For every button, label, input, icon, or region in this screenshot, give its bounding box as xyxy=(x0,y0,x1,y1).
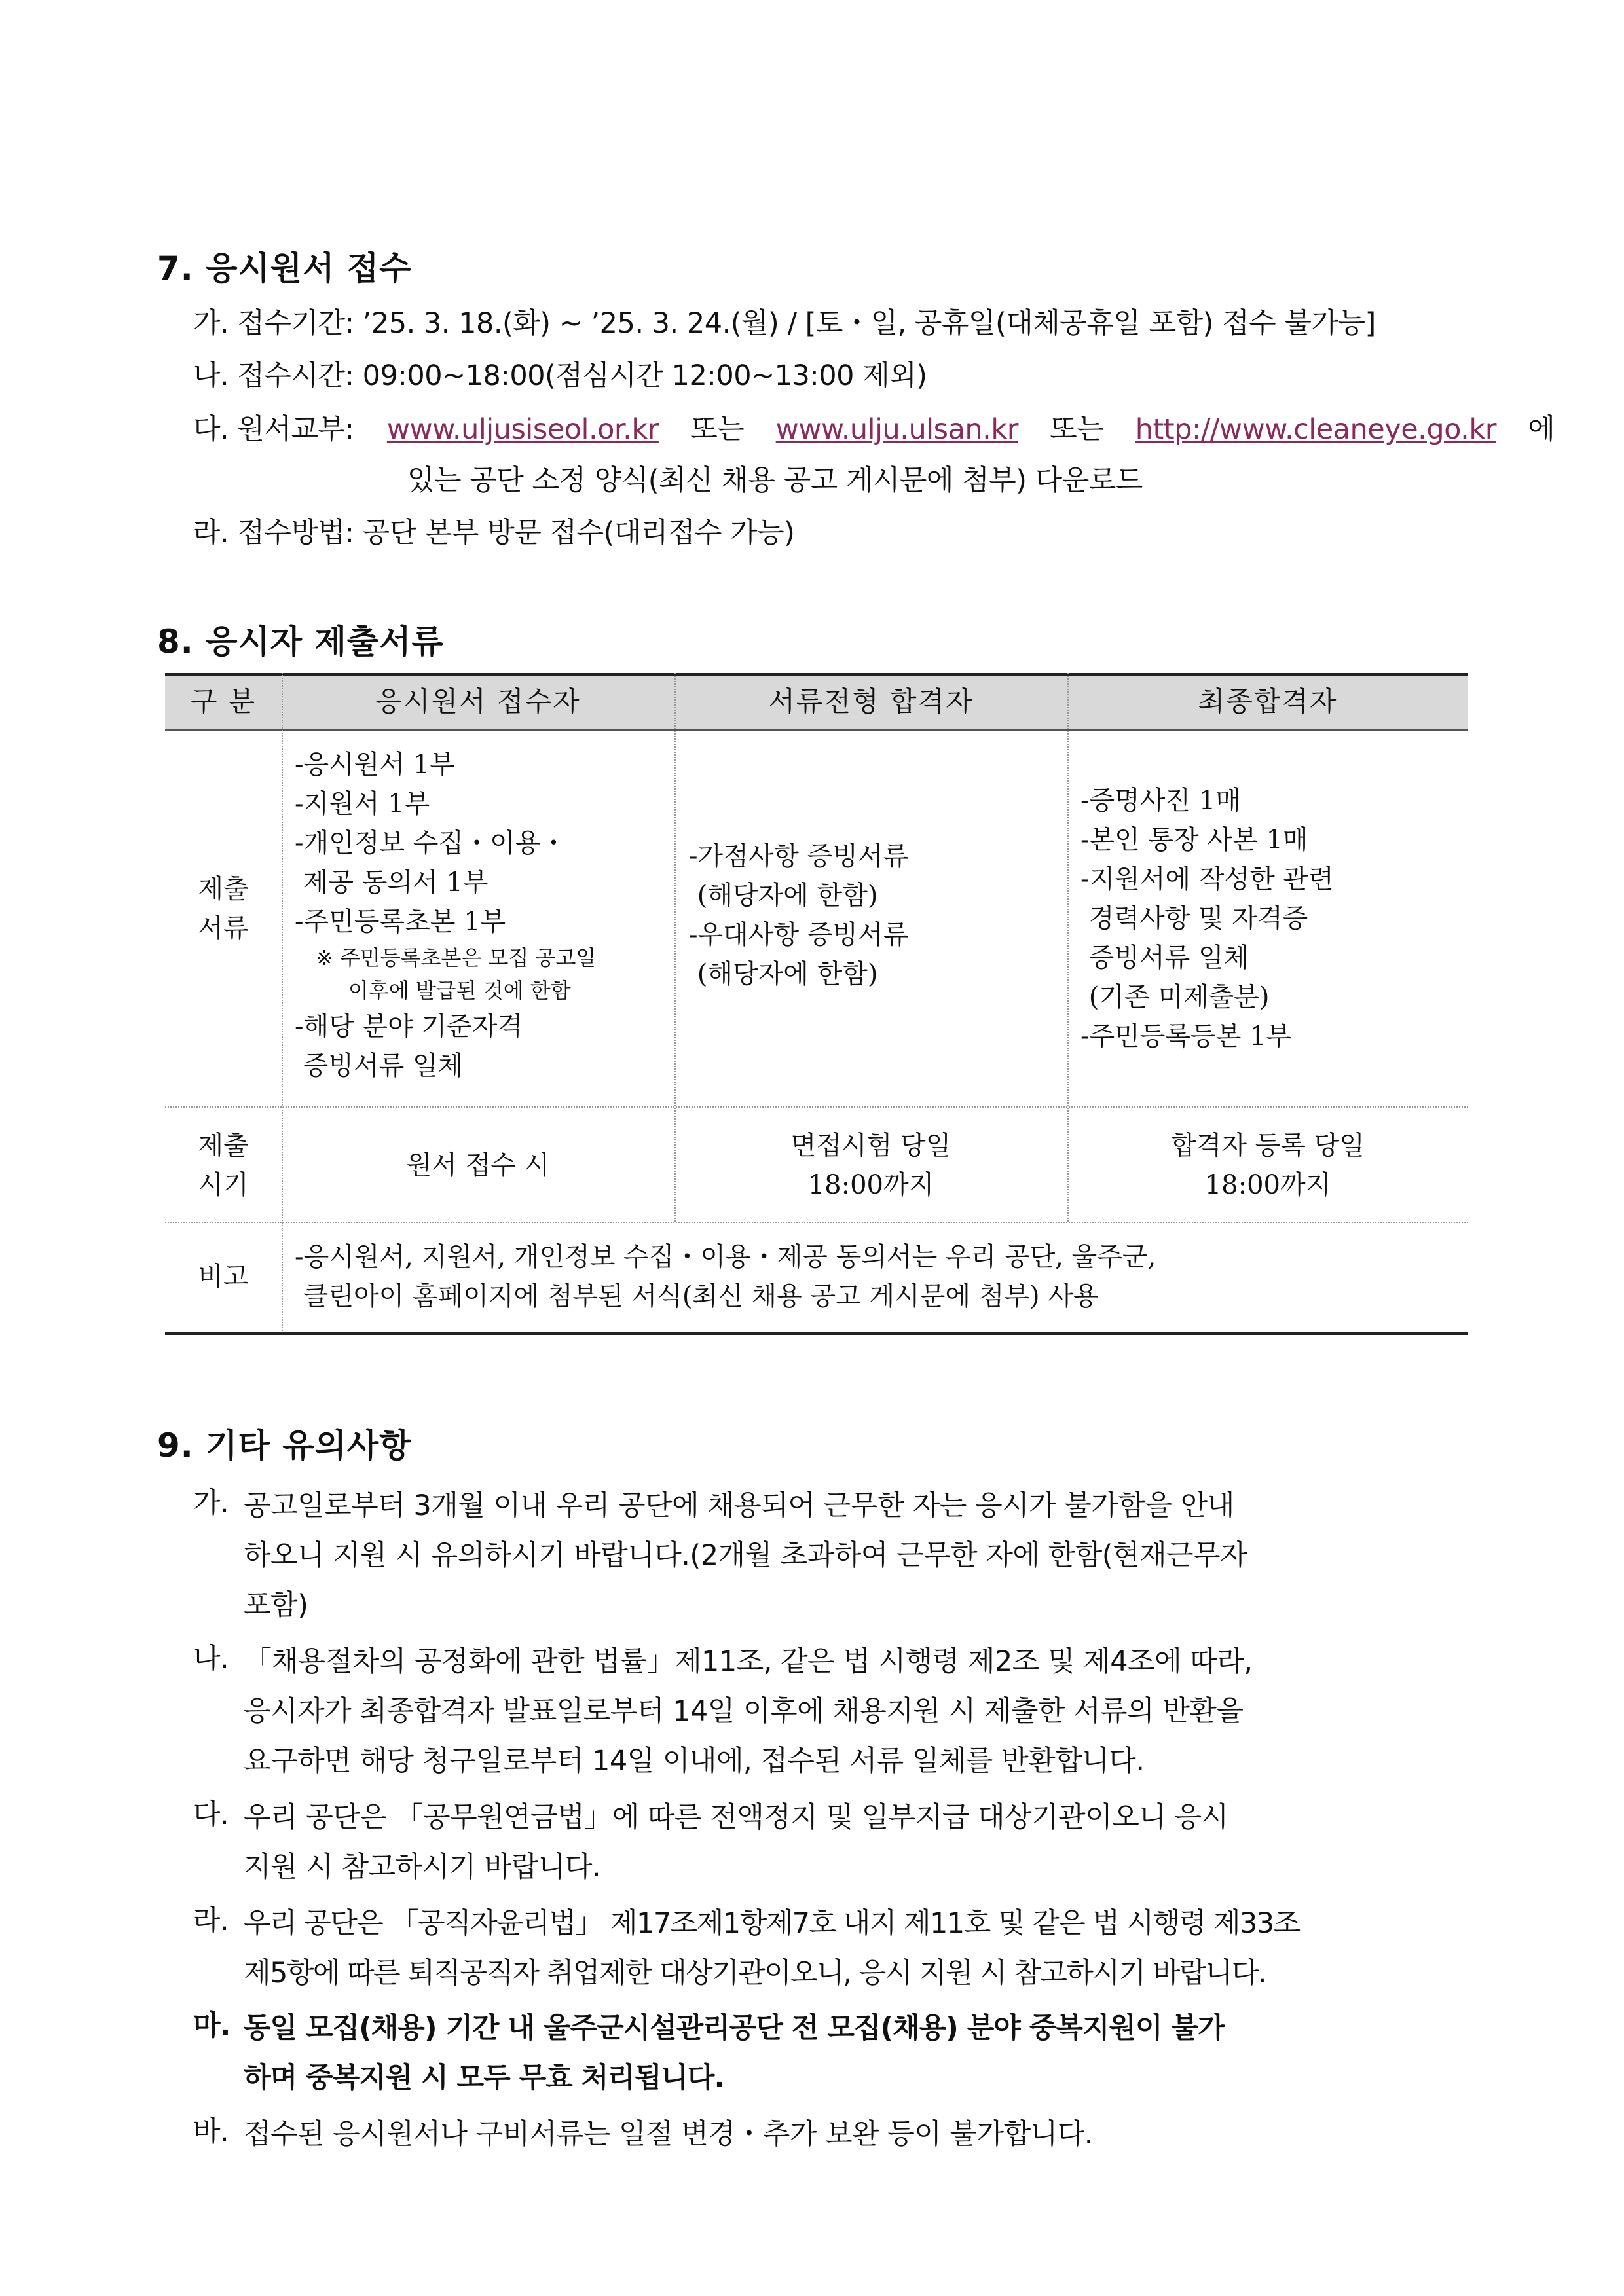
section7-item-b: 나. 접수시간: 09:00~18:00(점심시간 12:00~13:00 제외) xyxy=(193,359,927,392)
note-marker: 가. xyxy=(193,1487,229,1520)
note-line: 동일 모집(채용) 기간 내 울주군시설관리공단 전 모집(채용) 분야 중복지원이 불가 xyxy=(244,2012,1225,2045)
note-marker: 바. xyxy=(193,2115,229,2148)
timing-final-pass xyxy=(1067,1126,1468,1205)
list-item: -해당 분야 기준자격 xyxy=(295,1011,523,1042)
timing-line: 18:00까지 xyxy=(807,1170,934,1200)
note-marker: 라. xyxy=(193,1904,229,1937)
row-label-line: 제출 xyxy=(198,1131,249,1161)
note-line: 요구하면 해당 청구일로부터 14일 이내에, 접수된 서류 일체를 반환합니다. xyxy=(244,1745,1145,1777)
note-line: 지원 시 참고하시기 바랍니다. xyxy=(244,1851,601,1884)
row-label-line: 제출 xyxy=(198,874,249,904)
timing-applicants: 원서 접수 시 xyxy=(406,1150,550,1180)
note-marker: 마. xyxy=(193,2009,231,2042)
note-item-b xyxy=(193,1637,229,1677)
timing-line: 18:00까지 xyxy=(1204,1170,1331,1200)
row-label-line: 시기 xyxy=(198,1170,249,1200)
list-item: 제공 동의서 1부 xyxy=(295,867,489,898)
note-item-b-text xyxy=(244,1637,1253,1786)
note-item-c-text xyxy=(244,1793,1228,1892)
note-line: 응시자가 최종합격자 발표일로부터 14일 이후에 채용지원 시 제출한 서류의 반환을 xyxy=(244,1695,1244,1728)
section8-title: 8. 응시자 제출서류 xyxy=(157,623,444,661)
table-header-applicants: 응시원서 접수자 xyxy=(375,685,581,718)
or-text-1: 또는 xyxy=(690,413,745,446)
list-item: -응시원서 1부 xyxy=(295,750,455,780)
link-uljusiseol[interactable]: www.uljusiseol.or.kr xyxy=(386,413,659,446)
document-pass-list xyxy=(689,837,908,994)
list-item: (해당자에 한함) xyxy=(689,959,878,989)
note-line: 접수된 응시원서나 구비서류는 일절 변경・추가 보완 등이 불가합니다. xyxy=(244,2118,1093,2151)
note-line: 하오니 지원 시 유의하시기 바랍니다.(2개월 초과하여 근무한 자에 한함(현재근무자 xyxy=(244,1539,1247,1572)
table-header-category: 구 분 xyxy=(190,685,257,718)
note-line: 우리 공단은 「공직자윤리법」 제17조제1항제7호 내지 제11호 및 같은 법 시행령 제33조 xyxy=(244,1907,1300,1940)
note-item-a-text xyxy=(244,1481,1247,1630)
timing-line: 합격자 등록 당일 xyxy=(1171,1131,1365,1161)
list-item: (기존 미제출분) xyxy=(1080,982,1270,1012)
note-line: 「채용절차의 공정화에 관한 법률」제11조, 같은 법 시행령 제2조 및 제4조에 따라, xyxy=(244,1645,1253,1678)
table-row-divider xyxy=(165,1222,1468,1223)
note-marker: 나. xyxy=(193,1643,229,1675)
timing-document-pass xyxy=(674,1126,1067,1205)
section7-item-c xyxy=(193,407,1555,447)
note-text: ※ 주민등록초본은 모집 공고일 xyxy=(316,945,597,970)
section7-item-c-label: 다. 원서교부: xyxy=(193,413,354,446)
remarks-text xyxy=(295,1237,1156,1316)
row-label-timing xyxy=(165,1126,282,1205)
row-label-line: 서류 xyxy=(198,913,249,943)
list-item: -가점사항 증빙서류 xyxy=(689,841,909,871)
list-item: -본인 통장 사본 1매 xyxy=(1080,825,1308,855)
table-header-final-pass: 최종합격자 xyxy=(1198,685,1338,718)
list-item: 증빙서류 일체 xyxy=(1080,943,1249,973)
row-label-remarks: 비고 xyxy=(198,1262,249,1292)
note-item-e xyxy=(193,2003,231,2043)
list-item: -증명사진 1매 xyxy=(1080,786,1241,816)
list-item: (해당자에 한함) xyxy=(689,881,878,911)
remarks-line: -응시원서, 지원서, 개인정보 수집・이용・제공 동의서는 우리 공단, 울주군, xyxy=(295,1242,1156,1272)
link-suffix: 에 xyxy=(1528,413,1555,446)
table-header-document-pass: 서류전형 합격자 xyxy=(768,685,974,718)
note-item-c xyxy=(193,1793,229,1832)
section7-item-d: 라. 접수방법: 공단 본부 방문 접수(대리접수 가능) xyxy=(193,517,795,549)
link-cleaneye[interactable]: http://www.cleaneye.go.kr xyxy=(1135,413,1496,446)
applicant-documents-list xyxy=(295,745,596,1085)
list-item: -개인정보 수집・이용・ xyxy=(295,828,567,858)
table-bottom-border xyxy=(165,1332,1468,1335)
list-item: 경력사항 및 자격증 xyxy=(1080,903,1308,934)
table-row-divider xyxy=(165,1106,1468,1108)
row-label-documents xyxy=(165,869,282,948)
list-item: -지원서에 작성한 관련 xyxy=(1080,864,1334,894)
note-item-a xyxy=(193,1481,229,1521)
note-item-e-text xyxy=(244,2003,1225,2103)
note-line: 하며 중복지원 시 모두 무효 처리됩니다. xyxy=(244,2062,724,2094)
list-item: -주민등록등본 1부 xyxy=(1080,1021,1292,1051)
section7-title: 7. 응시원서 접수 xyxy=(157,249,412,287)
section7-item-c-line2: 있는 공단 소정 양식(최신 채용 공고 게시문에 첨부) 다운로드 xyxy=(407,464,1143,497)
note-marker: 다. xyxy=(193,1798,229,1831)
list-item: -지원서 1부 xyxy=(295,789,430,819)
link-ulju[interactable]: www.ulju.ulsan.kr xyxy=(775,413,1018,446)
note-line: 공고일로부터 3개월 이내 우리 공단에 채용되어 근무한 자는 응시가 불가함을 안내 xyxy=(244,1489,1234,1522)
note-item-d xyxy=(193,1899,229,1939)
note-item-f xyxy=(193,2109,229,2149)
note-line: 포함) xyxy=(244,1589,308,1622)
timing-line: 면접시험 당일 xyxy=(790,1131,951,1161)
list-item: -우대사항 증빙서류 xyxy=(689,920,909,950)
list-item: 증빙서류 일체 xyxy=(295,1051,464,1081)
or-text-2: 또는 xyxy=(1050,413,1104,446)
list-item: -주민등록초본 1부 xyxy=(295,907,506,937)
section7-item-a: 가. 접수기간: ’25. 3. 18.(화) ~ ’25. 3. 24.(월) / [토・일, 공휴일(대체공휴일 포함) 접수 불가능] xyxy=(193,307,1376,340)
note-item-f-text xyxy=(244,2109,1093,2159)
remarks-line: 클린아이 홈페이지에 첨부된 서식(최신 채용 공고 게시문에 첨부) 사용 xyxy=(295,1281,1099,1311)
table-divider xyxy=(282,673,283,1333)
section9-title: 9. 기타 유의사항 xyxy=(157,1427,412,1465)
note-text: 이후에 발급된 것에 한함 xyxy=(348,978,571,1003)
note-line: 제5항에 따른 퇴직공직자 취업제한 대상기관이오니, 응시 지원 시 참고하시기 바랍니다. xyxy=(244,1957,1266,1990)
final-pass-list xyxy=(1080,781,1334,1056)
note-line: 우리 공단은 「공무원연금법」에 따른 전액정지 및 일부지급 대상기관이오니 응시 xyxy=(244,1801,1228,1834)
note-item-d-text xyxy=(244,1899,1300,1998)
